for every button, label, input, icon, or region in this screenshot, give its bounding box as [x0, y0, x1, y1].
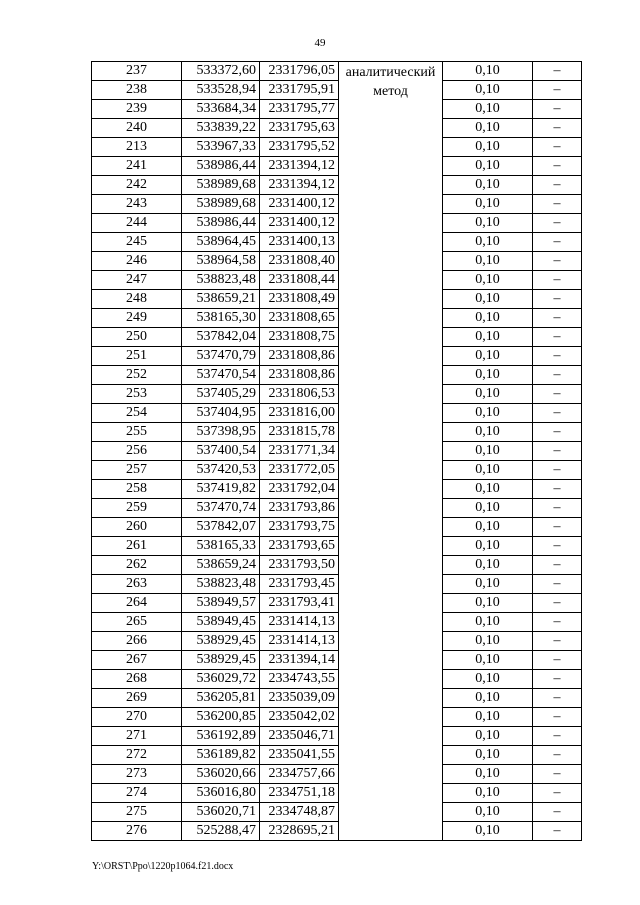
note-cell: –	[533, 480, 582, 499]
point-number-cell: 270	[92, 708, 182, 727]
y-coordinate-cell: 2334748,87	[260, 803, 339, 822]
note-cell: –	[533, 518, 582, 537]
y-coordinate-cell: 2331806,53	[260, 385, 339, 404]
note-cell: –	[533, 347, 582, 366]
point-number-cell: 262	[92, 556, 182, 575]
point-number-cell: 254	[92, 404, 182, 423]
table-row	[92, 556, 582, 575]
note-cell: –	[533, 309, 582, 328]
point-number-cell: 247	[92, 271, 182, 290]
point-number-cell: 255	[92, 423, 182, 442]
accuracy-cell: 0,10	[443, 100, 533, 119]
x-coordinate-cell: 536020,71	[182, 803, 260, 822]
x-coordinate-cell: 538165,30	[182, 309, 260, 328]
table-row	[92, 100, 582, 119]
y-coordinate-cell: 2331394,14	[260, 651, 339, 670]
table-row	[92, 271, 582, 290]
table-row	[92, 613, 582, 632]
table-row	[92, 423, 582, 442]
table-row	[92, 366, 582, 385]
note-cell: –	[533, 214, 582, 233]
point-number-cell: 240	[92, 119, 182, 138]
point-number-cell: 257	[92, 461, 182, 480]
accuracy-cell: 0,10	[443, 499, 533, 518]
note-cell: –	[533, 290, 582, 309]
y-coordinate-cell: 2331793,65	[260, 537, 339, 556]
note-cell: –	[533, 423, 582, 442]
accuracy-cell: 0,10	[443, 632, 533, 651]
point-number-cell: 260	[92, 518, 182, 537]
note-cell: –	[533, 81, 582, 100]
y-coordinate-cell: 2331400,12	[260, 214, 339, 233]
accuracy-cell: 0,10	[443, 62, 533, 81]
y-coordinate-cell: 2331795,77	[260, 100, 339, 119]
note-cell: –	[533, 575, 582, 594]
x-coordinate-cell: 537842,07	[182, 518, 260, 537]
point-number-cell: 237	[92, 62, 182, 81]
accuracy-cell: 0,10	[443, 784, 533, 803]
accuracy-cell: 0,10	[443, 423, 533, 442]
x-coordinate-cell: 536020,66	[182, 765, 260, 784]
accuracy-cell: 0,10	[443, 404, 533, 423]
point-number-cell: 273	[92, 765, 182, 784]
x-coordinate-cell: 533839,22	[182, 119, 260, 138]
accuracy-cell: 0,10	[443, 670, 533, 689]
table-row	[92, 214, 582, 233]
y-coordinate-cell: 2331795,91	[260, 81, 339, 100]
point-number-cell: 272	[92, 746, 182, 765]
x-coordinate-cell: 538989,68	[182, 195, 260, 214]
x-coordinate-cell: 538659,21	[182, 290, 260, 309]
x-coordinate-cell: 537404,95	[182, 404, 260, 423]
table-row	[92, 385, 582, 404]
table-row	[92, 708, 582, 727]
point-number-cell: 245	[92, 233, 182, 252]
note-cell: –	[533, 727, 582, 746]
y-coordinate-cell: 2331793,50	[260, 556, 339, 575]
note-cell: –	[533, 803, 582, 822]
table-row	[92, 746, 582, 765]
x-coordinate-cell: 538949,57	[182, 594, 260, 613]
y-coordinate-cell: 2331808,49	[260, 290, 339, 309]
x-coordinate-cell: 533967,33	[182, 138, 260, 157]
table-row	[92, 765, 582, 784]
x-coordinate-cell: 538929,45	[182, 632, 260, 651]
point-number-cell: 258	[92, 480, 182, 499]
point-number-cell: 252	[92, 366, 182, 385]
point-number-cell: 250	[92, 328, 182, 347]
y-coordinate-cell: 2331793,45	[260, 575, 339, 594]
point-number-cell: 266	[92, 632, 182, 651]
note-cell: –	[533, 442, 582, 461]
x-coordinate-cell: 525288,47	[182, 822, 260, 841]
x-coordinate-cell: 537470,79	[182, 347, 260, 366]
table-row	[92, 803, 582, 822]
point-number-cell: 253	[92, 385, 182, 404]
table-row	[92, 309, 582, 328]
note-cell: –	[533, 784, 582, 803]
point-number-cell: 244	[92, 214, 182, 233]
table-row	[92, 518, 582, 537]
table-row	[92, 784, 582, 803]
y-coordinate-cell: 2334751,18	[260, 784, 339, 803]
method-text: метод	[373, 84, 408, 99]
method-text: аналитический	[345, 65, 436, 80]
x-coordinate-cell: 538986,44	[182, 214, 260, 233]
y-coordinate-cell: 2331793,86	[260, 499, 339, 518]
point-number-cell: 276	[92, 822, 182, 841]
x-coordinate-cell: 533372,60	[182, 62, 260, 81]
y-coordinate-cell: 2331815,78	[260, 423, 339, 442]
point-number-cell: 248	[92, 290, 182, 309]
note-cell: –	[533, 195, 582, 214]
y-coordinate-cell: 2335041,55	[260, 746, 339, 765]
accuracy-cell: 0,10	[443, 556, 533, 575]
point-number-cell: 261	[92, 537, 182, 556]
y-coordinate-cell: 2331808,65	[260, 309, 339, 328]
table-row	[92, 575, 582, 594]
point-number-cell: 256	[92, 442, 182, 461]
table-row	[92, 632, 582, 651]
point-number-cell: 268	[92, 670, 182, 689]
y-coordinate-cell: 2328695,21	[260, 822, 339, 841]
note-cell: –	[533, 556, 582, 575]
accuracy-cell: 0,10	[443, 233, 533, 252]
y-coordinate-cell: 2331808,44	[260, 271, 339, 290]
x-coordinate-cell: 536200,85	[182, 708, 260, 727]
x-coordinate-cell: 538165,33	[182, 537, 260, 556]
table-row	[92, 537, 582, 556]
note-cell: –	[533, 138, 582, 157]
accuracy-cell: 0,10	[443, 195, 533, 214]
accuracy-cell: 0,10	[443, 708, 533, 727]
method-cell	[339, 62, 443, 841]
y-coordinate-cell: 2331796,05	[260, 62, 339, 81]
note-cell: –	[533, 62, 582, 81]
y-coordinate-cell: 2335046,71	[260, 727, 339, 746]
table-row	[92, 442, 582, 461]
table-row	[92, 651, 582, 670]
point-number-cell: 269	[92, 689, 182, 708]
note-cell: –	[533, 670, 582, 689]
x-coordinate-cell: 538929,45	[182, 651, 260, 670]
accuracy-cell: 0,10	[443, 328, 533, 347]
x-coordinate-cell: 536029,72	[182, 670, 260, 689]
point-number-cell: 264	[92, 594, 182, 613]
x-coordinate-cell: 537400,54	[182, 442, 260, 461]
table-row	[92, 822, 582, 841]
y-coordinate-cell: 2335039,09	[260, 689, 339, 708]
y-coordinate-cell: 2335042,02	[260, 708, 339, 727]
table-row	[92, 195, 582, 214]
x-coordinate-cell: 538964,58	[182, 252, 260, 271]
x-coordinate-cell: 536192,89	[182, 727, 260, 746]
point-number-cell: 213	[92, 138, 182, 157]
x-coordinate-cell: 533684,34	[182, 100, 260, 119]
point-number-cell: 267	[92, 651, 182, 670]
y-coordinate-cell: 2331400,13	[260, 233, 339, 252]
accuracy-cell: 0,10	[443, 290, 533, 309]
point-number-cell: 251	[92, 347, 182, 366]
point-number-cell: 238	[92, 81, 182, 100]
x-coordinate-cell: 538659,24	[182, 556, 260, 575]
y-coordinate-cell: 2331793,75	[260, 518, 339, 537]
y-coordinate-cell: 2331816,00	[260, 404, 339, 423]
table-row	[92, 404, 582, 423]
point-number-cell: 265	[92, 613, 182, 632]
note-cell: –	[533, 765, 582, 784]
y-coordinate-cell: 2331808,40	[260, 252, 339, 271]
table-row	[92, 670, 582, 689]
point-number-cell: 249	[92, 309, 182, 328]
accuracy-cell: 0,10	[443, 803, 533, 822]
accuracy-cell: 0,10	[443, 271, 533, 290]
y-coordinate-cell: 2331808,75	[260, 328, 339, 347]
coordinates-table-body	[92, 62, 582, 841]
x-coordinate-cell: 537470,54	[182, 366, 260, 385]
accuracy-cell: 0,10	[443, 138, 533, 157]
accuracy-cell: 0,10	[443, 689, 533, 708]
accuracy-cell: 0,10	[443, 252, 533, 271]
note-cell: –	[533, 119, 582, 138]
table-row	[92, 461, 582, 480]
x-coordinate-cell: 538949,45	[182, 613, 260, 632]
note-cell: –	[533, 651, 582, 670]
page-number: 49	[314, 37, 326, 49]
note-cell: –	[533, 746, 582, 765]
y-coordinate-cell: 2331394,12	[260, 157, 339, 176]
point-number-cell: 241	[92, 157, 182, 176]
accuracy-cell: 0,10	[443, 651, 533, 670]
accuracy-cell: 0,10	[443, 385, 533, 404]
x-coordinate-cell: 538986,44	[182, 157, 260, 176]
table-row	[92, 81, 582, 100]
table-row	[92, 176, 582, 195]
table-row	[92, 689, 582, 708]
x-coordinate-cell: 537419,82	[182, 480, 260, 499]
y-coordinate-cell: 2331792,04	[260, 480, 339, 499]
y-coordinate-cell: 2331808,86	[260, 347, 339, 366]
x-coordinate-cell: 538989,68	[182, 176, 260, 195]
y-coordinate-cell: 2331795,63	[260, 119, 339, 138]
x-coordinate-cell: 533528,94	[182, 81, 260, 100]
table-row	[92, 347, 582, 366]
accuracy-cell: 0,10	[443, 442, 533, 461]
table-row	[92, 328, 582, 347]
note-cell: –	[533, 822, 582, 841]
x-coordinate-cell: 536016,80	[182, 784, 260, 803]
note-cell: –	[533, 461, 582, 480]
note-cell: –	[533, 594, 582, 613]
y-coordinate-cell: 2331400,12	[260, 195, 339, 214]
accuracy-cell: 0,10	[443, 613, 533, 632]
x-coordinate-cell: 537405,29	[182, 385, 260, 404]
accuracy-cell: 0,10	[443, 822, 533, 841]
note-cell: –	[533, 613, 582, 632]
accuracy-cell: 0,10	[443, 176, 533, 195]
y-coordinate-cell: 2331414,13	[260, 632, 339, 651]
point-number-cell: 271	[92, 727, 182, 746]
accuracy-cell: 0,10	[443, 480, 533, 499]
note-cell: –	[533, 271, 582, 290]
note-cell: –	[533, 100, 582, 119]
table-row	[92, 119, 582, 138]
accuracy-cell: 0,10	[443, 518, 533, 537]
point-number-cell: 263	[92, 575, 182, 594]
table-row	[92, 62, 582, 81]
table-row	[92, 480, 582, 499]
y-coordinate-cell: 2331808,86	[260, 366, 339, 385]
y-coordinate-cell: 2331793,41	[260, 594, 339, 613]
y-coordinate-cell: 2331771,34	[260, 442, 339, 461]
note-cell: –	[533, 252, 582, 271]
accuracy-cell: 0,10	[443, 727, 533, 746]
y-coordinate-cell: 2331772,05	[260, 461, 339, 480]
x-coordinate-cell: 536189,82	[182, 746, 260, 765]
table-row	[92, 290, 582, 309]
point-number-cell: 243	[92, 195, 182, 214]
x-coordinate-cell: 538823,48	[182, 271, 260, 290]
accuracy-cell: 0,10	[443, 594, 533, 613]
note-cell: –	[533, 233, 582, 252]
x-coordinate-cell: 538964,45	[182, 233, 260, 252]
accuracy-cell: 0,10	[443, 81, 533, 100]
note-cell: –	[533, 632, 582, 651]
accuracy-cell: 0,10	[443, 461, 533, 480]
accuracy-cell: 0,10	[443, 214, 533, 233]
x-coordinate-cell: 537842,04	[182, 328, 260, 347]
y-coordinate-cell: 2331394,12	[260, 176, 339, 195]
note-cell: –	[533, 689, 582, 708]
x-coordinate-cell: 536205,81	[182, 689, 260, 708]
accuracy-cell: 0,10	[443, 309, 533, 328]
table-row	[92, 233, 582, 252]
accuracy-cell: 0,10	[443, 157, 533, 176]
y-coordinate-cell: 2331795,52	[260, 138, 339, 157]
x-coordinate-cell: 537470,74	[182, 499, 260, 518]
note-cell: –	[533, 328, 582, 347]
accuracy-cell: 0,10	[443, 347, 533, 366]
footer-file-path: Y:\ORST\Ppo\1220p1064.f21.docx	[92, 861, 234, 872]
point-number-cell: 259	[92, 499, 182, 518]
x-coordinate-cell: 538823,48	[182, 575, 260, 594]
accuracy-cell: 0,10	[443, 119, 533, 138]
accuracy-cell: 0,10	[443, 765, 533, 784]
note-cell: –	[533, 404, 582, 423]
y-coordinate-cell: 2331414,13	[260, 613, 339, 632]
note-cell: –	[533, 499, 582, 518]
x-coordinate-cell: 537420,53	[182, 461, 260, 480]
coordinates-table	[91, 61, 582, 841]
point-number-cell: 242	[92, 176, 182, 195]
note-cell: –	[533, 157, 582, 176]
table-row	[92, 499, 582, 518]
note-cell: –	[533, 366, 582, 385]
note-cell: –	[533, 537, 582, 556]
point-number-cell: 274	[92, 784, 182, 803]
note-cell: –	[533, 385, 582, 404]
point-number-cell: 239	[92, 100, 182, 119]
table-row	[92, 594, 582, 613]
table-row	[92, 252, 582, 271]
accuracy-cell: 0,10	[443, 575, 533, 594]
point-number-cell: 246	[92, 252, 182, 271]
point-number-cell: 275	[92, 803, 182, 822]
y-coordinate-cell: 2334743,55	[260, 670, 339, 689]
note-cell: –	[533, 708, 582, 727]
accuracy-cell: 0,10	[443, 366, 533, 385]
table-row	[92, 157, 582, 176]
x-coordinate-cell: 537398,95	[182, 423, 260, 442]
table-row	[92, 727, 582, 746]
accuracy-cell: 0,10	[443, 746, 533, 765]
note-cell: –	[533, 176, 582, 195]
accuracy-cell: 0,10	[443, 537, 533, 556]
table-row	[92, 138, 582, 157]
y-coordinate-cell: 2334757,66	[260, 765, 339, 784]
